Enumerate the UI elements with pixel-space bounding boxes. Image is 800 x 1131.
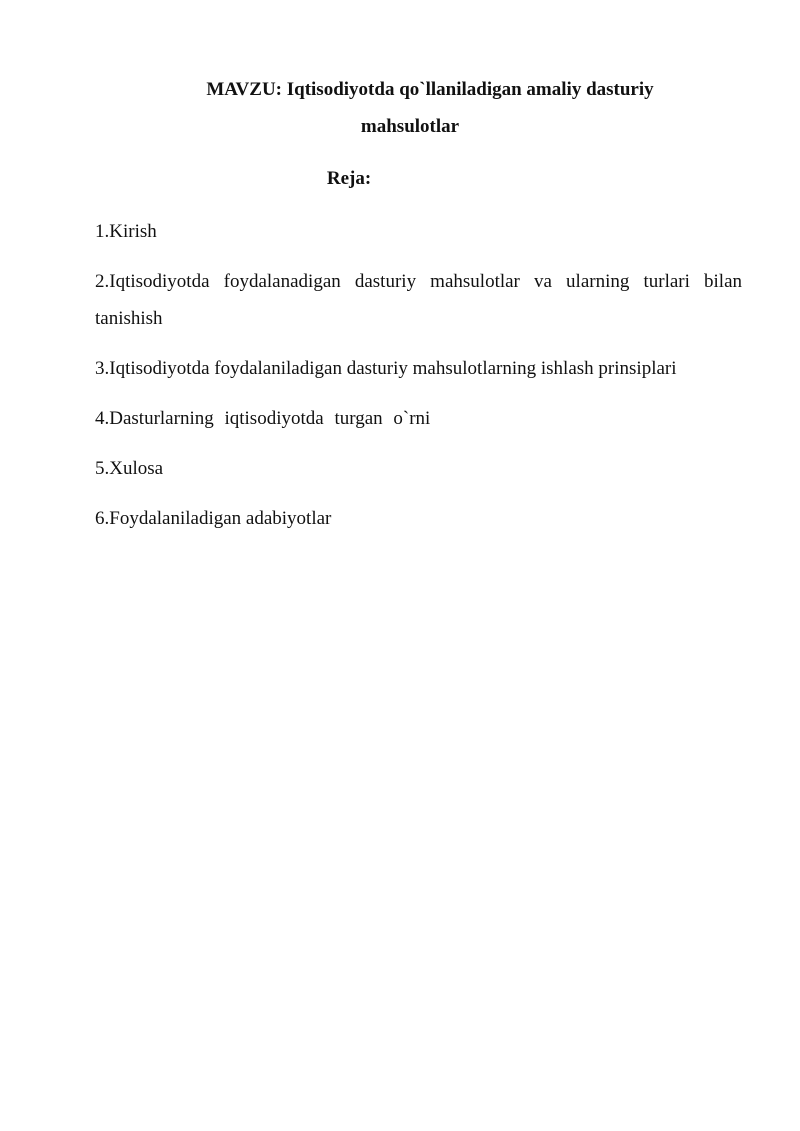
document-title-line-2: mahsulotlar <box>360 116 460 137</box>
plan-heading-text: Reja: <box>326 168 372 189</box>
plan-item-1: 1.Kirish <box>95 221 157 242</box>
plan-item-2: 2.Iqtisodiyotda foydalanadigan dasturiy mahsulotlar va ularning turlari bilan tanishish <box>95 271 742 329</box>
plan-item-4: 4.Dasturlarning iqtisodiyotda turgan o`rni <box>95 408 431 429</box>
plan-item-3: 3.Iqtisodiyotda foydalaniladigan dasturiy mahsulotlarning ishlash prinsiplari <box>95 358 677 379</box>
plan-heading <box>0 167 800 191</box>
plan-item-6: 6.Foydalaniladigan adabiyotlar <box>95 508 332 529</box>
plan-list <box>95 213 742 550</box>
plan-item-5: 5.Xulosa <box>95 458 164 479</box>
document-title-line-1: MAVZU: Iqtisodiyotda qo`llaniladigan amaliy dasturiy <box>206 79 654 100</box>
